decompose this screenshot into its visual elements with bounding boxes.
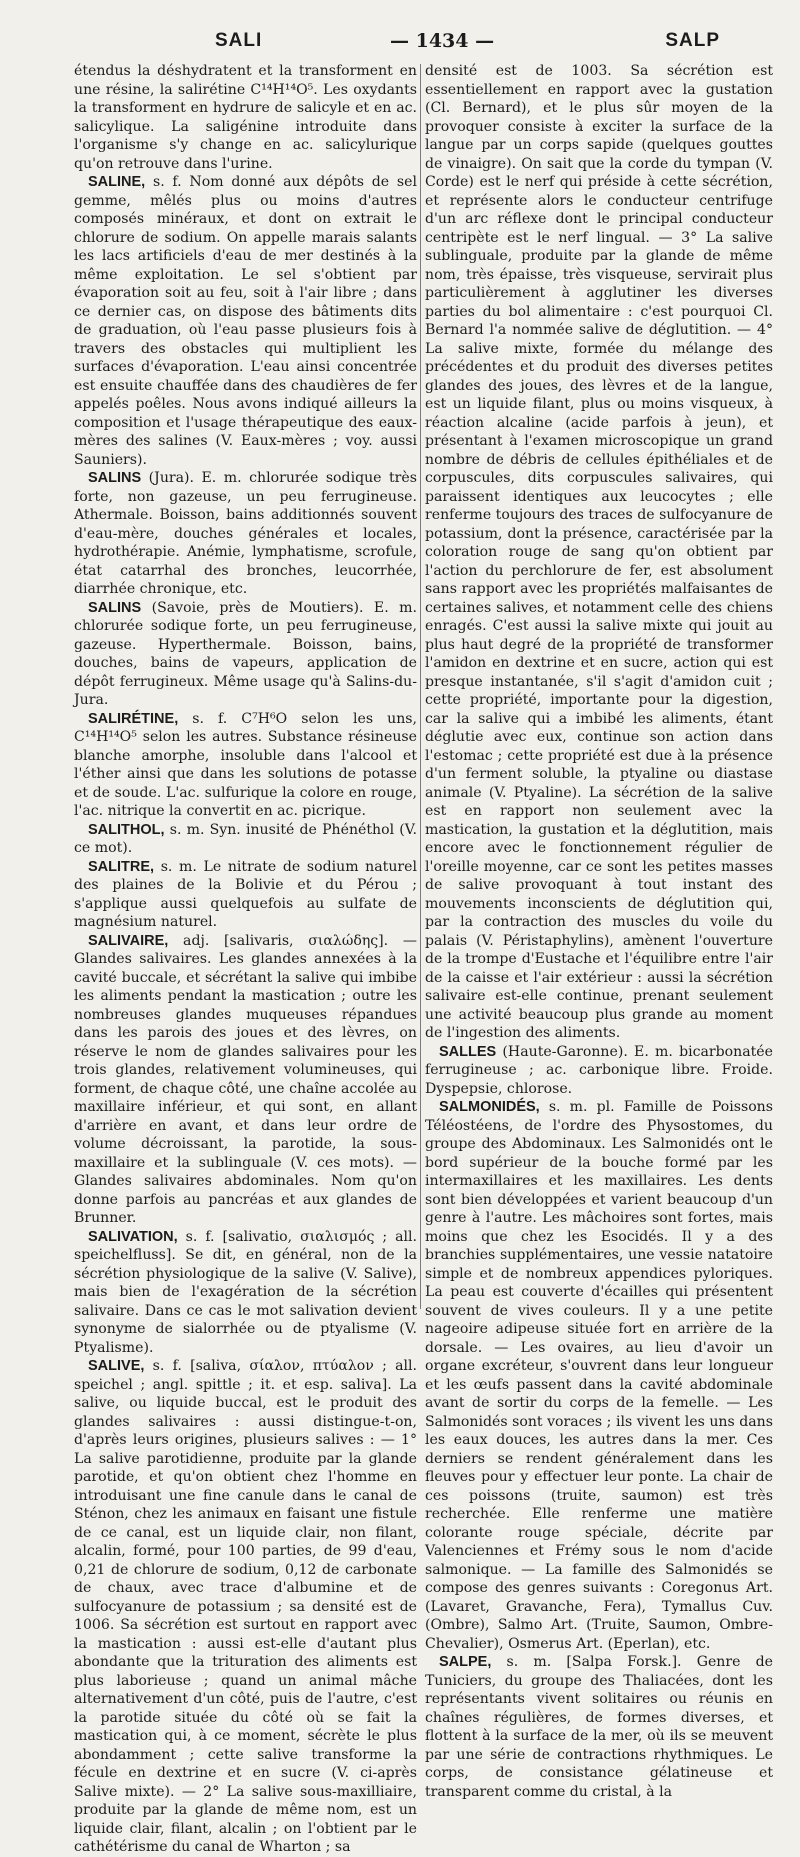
entry-text: s. f. Nom donné aux dépôts de sel gemme, mêlés plus ou moins d'autres composés minéraux, et dont on extrait le chlorure de sodium. On appelle marais salants les lacs artificiels d'eau de mer destinés à la même exploitation. Le sel s'obtient par évaporation soit au feu, soit à l'air libre ; dans ce dernier cas, on dispose des bâtiments dits de graduation, où l'eau passe plusieurs fois à travers des obstacles qui multiplient les surfaces d'évaporation. L'eau ainsi concentrée est ensuite chauffée dans des chaudières de fer appelés poêles. Nous avons indiqué ailleurs la composition et l'usage thérapeutique des eaux-mères des salines (V. Eaux-mères ; voy. aussi Sauniers). — [74, 174, 417, 468]
dictionary-entry — [74, 1228, 417, 1358]
entry-text: étendus la déshydratent et la transforment en une résine, la salirétine C¹⁴H¹⁴O⁵. Les oxydants la transforment en hydrure de salicyle et en ac. salicylique. La saligénine introduite dans l'organisme s'y change en ac. salicylurique qu'on retrouve dans l'urine. — [74, 63, 417, 172]
dictionary-entry — [74, 173, 417, 469]
entry-headword: SALPE, — [439, 1654, 492, 1670]
dictionary-entry — [74, 62, 417, 173]
entry-headword: SALINS — [88, 599, 142, 616]
column-divider — [420, 64, 421, 1309]
entry-text: s. m. Syn. inusité de Phénéthol (V. ce mot). — [74, 821, 417, 856]
dictionary-entry — [425, 62, 773, 1043]
dictionary-entry — [425, 1098, 773, 1653]
entry-headword: SALIVATION, — [88, 1228, 178, 1245]
entry-headword: SALIVAIRE, — [88, 932, 169, 949]
entry-text: adj. [salivaris, σιαλώδης]. — Glandes salivaires. Les glandes annexées à la cavité buccale, et sécrétant la salive qui imbibe les aliments pendant la mastication ; outre les nombreuses glandes muqueuses répandues dans les parois des joues et des lèvres, on réserve le nom de glandes salivaires pour les trois glandes, relativement volumineuses, qui forment, de chaque côté, une chaîne accolée au maxillaire inférieur, et qui sont, en allant d'arrière en avant, et dans leur ordre de volume décroissant, la parotide, la sous-maxillaire et la sublinguale (V. ces mots). — Glandes salivaires abdominales. Nom qu'on donne parfois au pancréas et aux glandes de Brunner. — [74, 932, 417, 1226]
entry-text: s. f. [salivatio, σιαλισμός ; all. speichelfluss]. Se dit, en général, non de la sécrétion physiologique de la salive (V. Salive), mais bien de l'exagération de la sécrétion salivaire. Dans ce cas le mot salivation devient synonyme de sialorrhée ou de ptyalisme (V. Ptyalisme). — [74, 1228, 417, 1356]
entry-text: (Jura). E. m. chlorurée sodique très forte, non gazeuse, un peu ferrugineuse. Athermale. Boisson, bains additionnés souvent d'eau-mère, douches générales et locales, hydrothérapie. Anémie, lymphatisme, scrofule, état catarrhal des bronches, leucorrhée, diarrhée chronique, etc. — [74, 470, 417, 597]
entry-headword: SALITHOL, — [88, 821, 165, 838]
dictionary-entry — [74, 932, 417, 1228]
entry-text: s. f. [saliva, σίαλον, πτύαλον ; all. speichel ; angl. spittle ; it. et esp. saliva]. La salive, ou liquide buccal, est le produit des glandes salivaires : aussi distingue-t-on, d'après leurs origines, plusieurs salives : — 1° La salive parotidienne, produite par la glande parotide, et qu'on obtient chez l'homme en introduisant une fine canule dans le canal de Sténon, chez les animaux en faisant une fistule de ce canal, est un liquide clair, non filant, alcalin, formé, pour 100 parties, de 99 d'eau, 0,21 de chlorure de sodium, 0,12 de carbonate de chaux, avec trace d'albumine et de sulfocyanure de potassium ; sa densité est de 1006. Sa sécrétion est surtout en rapport avec la mastication : aussi est-elle d'autant plus abondante que la trituration des aliments est plus laborieuse ; quand un animal mâche alternativement d'un côté, puis de l'autre, c'est la parotide située du côté où se fait la mastication qui, à ce moment, sécrète le plus abondamment ; cette salive transforme la fécule en dextrine et en sucre (V. ci-après Salive mixte). — 2° La salive sous-maxilliaire, produite par la glande de même nom, est un liquide clair, filant, alcalin ; on l'obtient par le cathétérisme du canal de Wharton ; sa — [74, 1358, 417, 1855]
right-column — [425, 62, 773, 1800]
entry-headword: SALIVE, — [88, 1358, 145, 1374]
entry-text: densité est de 1003. Sa sécrétion est essentiellement en rapport avec la gustation (Cl. Bernard), et le plus sûr moyen de la provoquer consiste à exciter la surface de la langue par un corps sapide (quelques gouttes de vinaigre). On sait que la corde du tympan (V. Corde) est le nerf qui préside à cette sécrétion, et représente alors le conducteur centrifuge d'un arc réflexe dont le principal conducteur centripète est le nerf lingual. — 3° La salive sublinguale, produite par la glande de même nom, très épaisse, très visqueuse, servirait plus particulièrement à agglutiner les diverses parties du bol alimentaire : c'est pourquoi Cl. Bernard l'a nommée salive de déglutition. — 4° La salive mixte, formée du mélange des précédentes et du produit des diverses petites glandes des joues, des lèvres et de la langue, est un liquide filant, plus ou moins visqueux, à réaction alcaline (acide parfois à jeun), et présentant à l'examen microscopique un grand nombre de débris de cellules épithéliales et de corpuscules, dits corpuscules salivaires, qui paraissent identiques aux leucocytes ; elle renferme toujours des traces de sulfocyanure de potassium, dont la présence, caractérisée par la coloration rouge de sang qu'on obtient par l'action du perchlorure de fer, est absolument sans rapport avec les propriétés malfaisantes de certaines salives, et notamment celle des chiens enragés. C'est aussi la salive mixte qui jouit au plus haut degré de la propriété de transformer l'amidon en dextrine et en sucre, action qui est presque instantanée, s'il s'agit d'amidon cuit ; cette propriété, importante pour la digestion, car la salive qui a imbibé les aliments, étant déglutie avec eux, continue son action dans l'estomac ; cette propriété est due à la présence d'un ferment soluble, la ptyaline ou diastase animale (V. Ptyaline). La sécrétion de la salive est en rapport non seulement avec la mastication, la gustation et la déglutition, mais encore avec le fonctionnement régulier de l'oreille moyenne, car ce sont les petites masses de salive provoquant à tout instant des mouvements inconscients de déglutition qui, par la contraction des muscles du voile du palais (V. Péristaphylins), amènent l'ouverture de la trompe d'Eustache et l'équilibre entre l'air de la caisse et l'air extérieur : aussi la sécrétion salivaire est-elle continue, prenant seulement une activité beaucoup plus grande au moment de l'ingestion des aliments. — [425, 63, 773, 1041]
entry-text: (Haute-Garonne). E. m. bicarbonatée ferrugineuse ; ac. carbonique libre. Froide. Dyspepsie, chlorose. — [425, 1043, 773, 1097]
entry-headword: SALINS — [88, 470, 142, 486]
entry-text: s. m. pl. Famille de Poissons Téléostéens, de l'ordre des Physostomes, du groupe des Abdominaux. Les Salmonidés ont le bord supérieur de la bouche formé par les intermaxillaires et les maxillaires. Les dents sont bien développées et varient beaucoup d'un genre à l'autre. Les mâchoires sont fortes, mais moins que chez les Esocidés. Il y a des branchies supplémentaires, une vessie natatoire simple et de nombreux appendices pyloriques. La peau est couverte d'écailles qui présentent souvent de vives couleurs. Il y a une petite nageoire adipeuse située fort en arrière de la dorsale. — Les ovaires, au lieu d'avoir un organe excréteur, s'ouvrent dans leur longueur et les œufs passent dans la cavité abdominale avant de sortir du corps de la femelle. — Les Salmonidés sont voraces ; ils vivent les uns dans les eaux douces, les autres dans la mer. Ces derniers se rendent généralement dans les fleuves pour y effectuer leur ponte. La chair de ces poissons (truite, saumon) est très recherchée. Elle renferme une matière colorante rouge spéciale, décrite par Valenciennes et Frémy sous le nom d'acide salmonique. — La famille des Salmonidés se compose des genres suivants : Coregonus Art. (Lavaret, Gravanche, Fera), Tymallus Cuv. (Ombre), Salmo Art. (Truite, Saumon, Ombre-Chevalier), Osmerus Art. (Eperlan), etc. — [425, 1099, 773, 1652]
entry-headword: SALMONIDÉS, — [439, 1099, 540, 1115]
entry-headword: SALINE, — [88, 174, 146, 190]
header-headword-right: SALP — [665, 30, 720, 51]
dictionary-entry — [425, 1653, 773, 1801]
dictionary-entry — [74, 821, 417, 858]
dictionary-entry — [74, 599, 417, 710]
dictionary-entry — [74, 1357, 417, 1857]
entry-text: s. m. [Salpa Forsk.]. Genre de Tuniciers, du groupe des Thaliacées, dont les représentants vivent solitaires ou réunis en chaînes régulières, de formes diverses, et flottent à la surface de la mer, où ils se meuvent par une série de contractions rhythmiques. Le corps, de consistance gélatineuse et transparent comme du cristal, à la — [425, 1654, 773, 1800]
entry-text: s. f. C⁷H⁶O selon les uns, C¹⁴H¹⁴O⁵ selon les autres. Substance résineuse blanche amorphe, insoluble dans l'alcool et l'éther ainsi que dans les solutions de potasse et de soude. L'ac. sulfurique la colore en rouge, l'ac. nitrique la convertit en ac. picrique. — [74, 710, 417, 819]
entry-headword: SALITRE, — [88, 858, 155, 875]
dictionary-entry — [74, 710, 417, 821]
left-column — [74, 62, 417, 1855]
entry-text: s. m. Le nitrate de sodium naturel des plaines de la Bolivie et du Pérou ; s'applique aussi quelquefois au sulfate de magnésium naturel. — [74, 858, 417, 930]
page-number: — 1434 — — [390, 30, 495, 52]
dictionary-entry — [74, 858, 417, 932]
running-header — [70, 30, 770, 58]
entry-headword: SALLES — [439, 1043, 497, 1060]
dictionary-entry — [74, 469, 417, 599]
entry-headword: SALIRÉTINE, — [88, 710, 179, 727]
header-headword-left: SALI — [215, 30, 263, 51]
dictionary-entry — [425, 1043, 773, 1099]
entry-text: (Savoie, près de Moutiers). E. m. chlorurée sodique forte, un peu ferrugineuse, gazeuse. Hyperthermale. Boisson, bains, douches, bains de vapeurs, application de dépôt ferrugineux. Même usage qu'à Salins-du-Jura. — [74, 599, 417, 708]
